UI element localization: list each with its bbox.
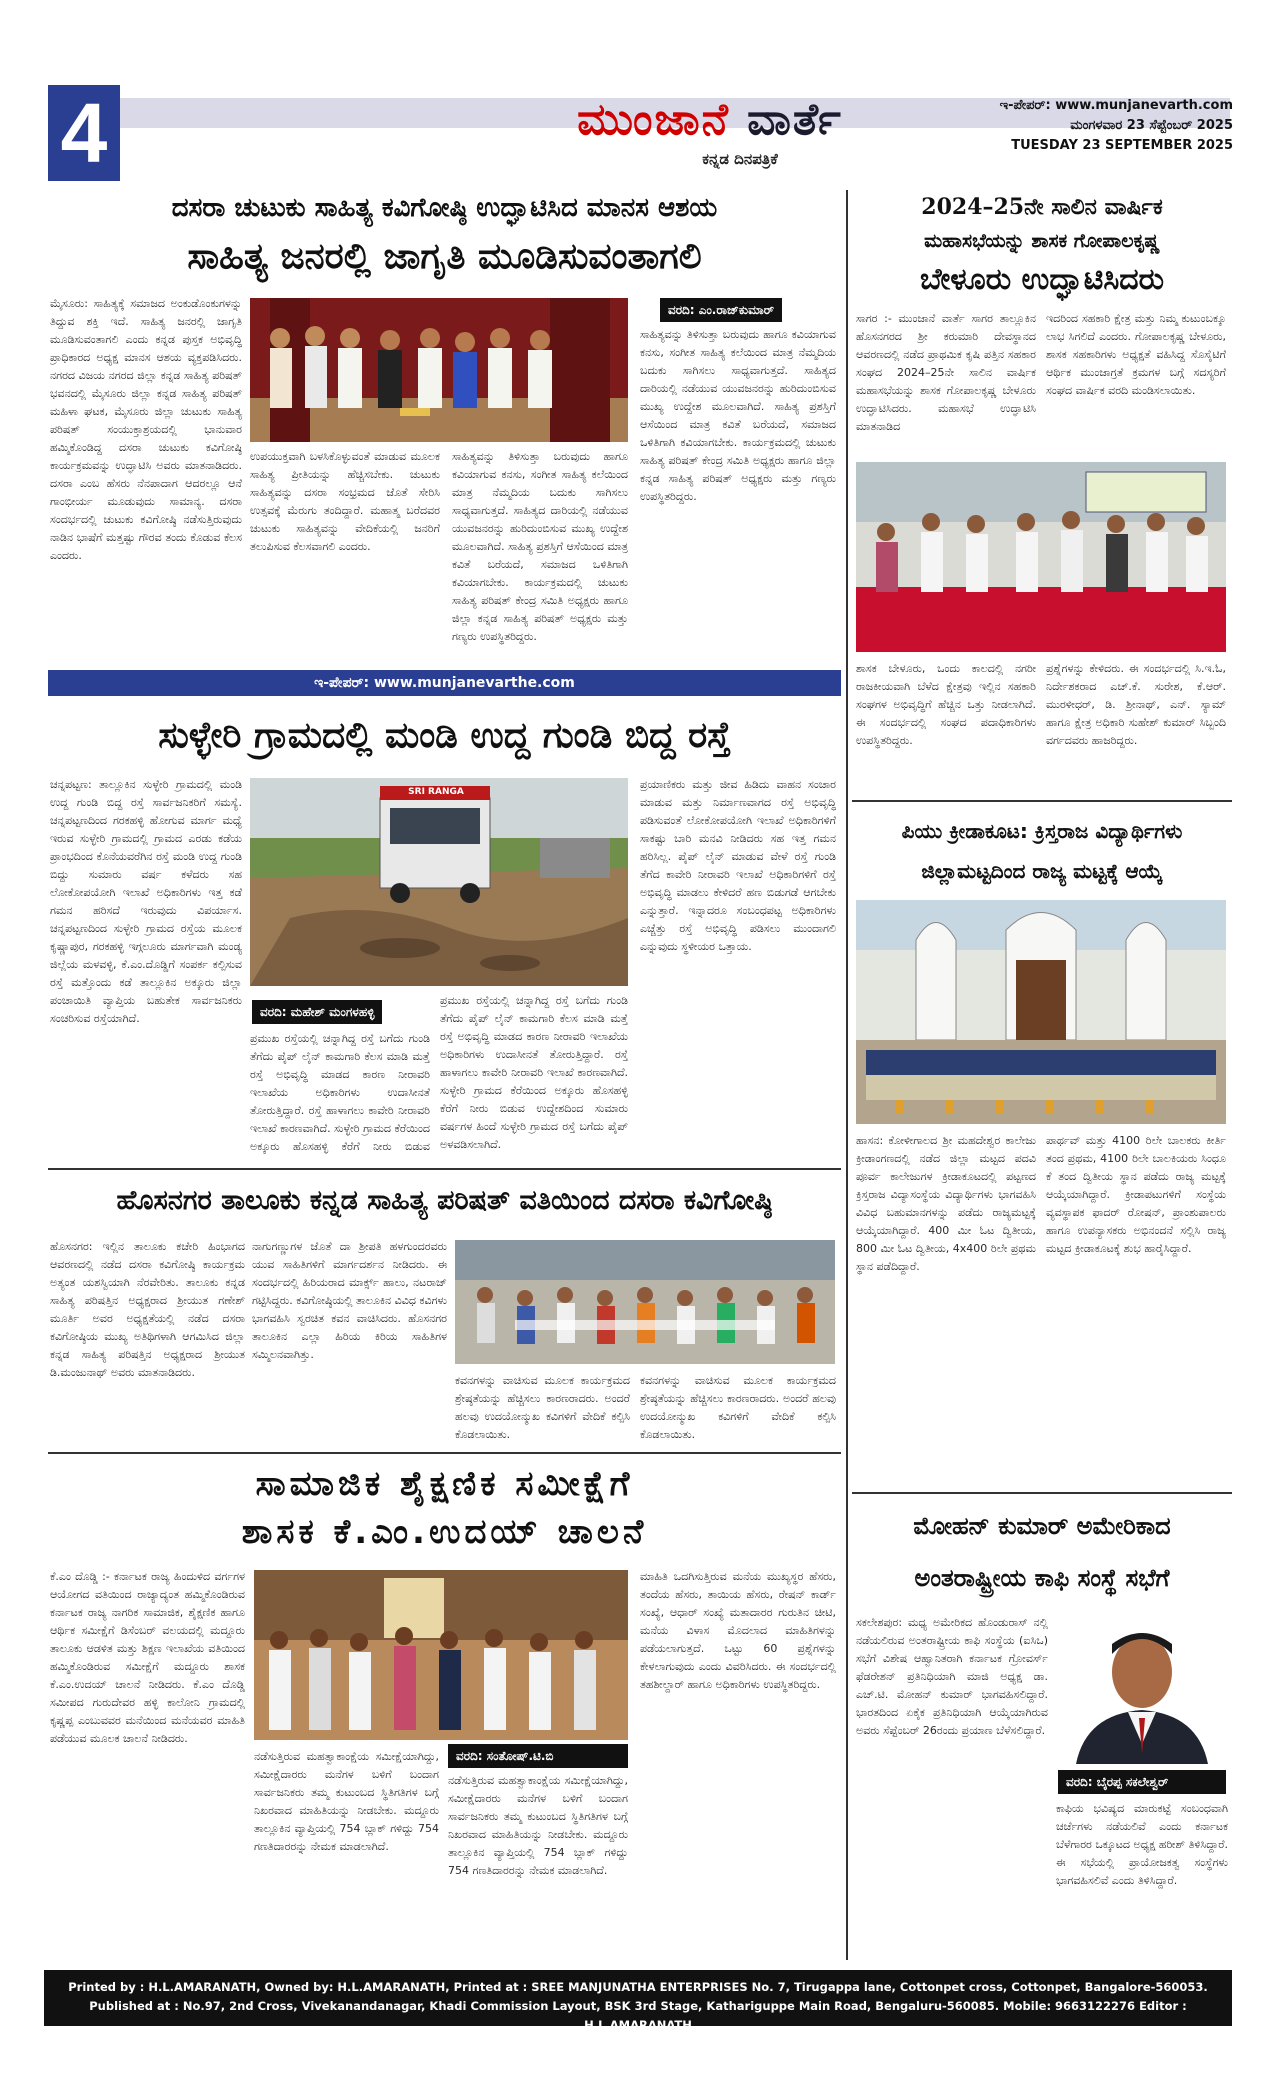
story2-truck-label: SRI RANGA [408, 787, 464, 797]
story6-headline-line2: ಜಿಲ್ಲಾಮಟ್ಟದಿಂದ ರಾಜ್ಯ ಮಟ್ಟಕ್ಕೆ ಆಯ್ಕೆ [921, 859, 1163, 883]
story2-byline: ವರದಿ: ಮಹೇಶ್ ಮಂಗಳಹಳ್ಳಿ [252, 1000, 382, 1024]
imprint-footer [44, 1970, 1232, 2032]
story4-photo [254, 1570, 628, 1740]
header-right [1000, 96, 1233, 156]
story4-headline-line2: ಶಾಸಕ ಕೆ.ಎಂ.ಉದಯ್ ಚಾಲನೆ [241, 1512, 648, 1552]
story3-body-col1: ಹೊಸನಗರ: ಇಲ್ಲಿನ ತಾಲೂಕು ಕಚೇರಿ ಹಿಂಭಾಗದ ಆವರಣದಲ್ಲಿ ನಡೆದ ದಸರಾ ಕವಿಗೋಷ್ಠಿ ಕಾರ್ಯಕ್ರಮ ಅತ್ಯಂತ ಯಶಸ್ವಿಯಾಗಿ ನೆರವೇರಿತು. ತಾಲೂಕು ಕನ್ನಡ ಸಾಹಿತ್ಯ ಪರಿಷತ್ತಿನ ಅಧ್ಯಕ್ಷರಾದ ಶ್ರೀಯುತ ಗಣೇಶ್ ಮೂರ್ತಿ ಅವರ ಅಧ್ಯಕ್ಷತೆಯಲ್ಲಿ ನಡೆದ ದಸರಾ ಕವಿಗೋಷ್ಠಿಯ ಮುಖ್ಯ ಅತಿಥಿಗಳಾಗಿ ಆಗಮಿಸಿದ ಜಿಲ್ಲಾ ಕನ್ನಡ ಸಾಹಿತ್ಯ ಪರಿಷತ್ತಿನ ಅಧ್ಯಕ್ಷರಾದ ಶ್ರೀಯುತ ಡಿ.ಮಂಜುನಾಥ್ ಅವರು ಮಾತನಾಡಿದರು. [50, 1240, 245, 1379]
row-divider [48, 1168, 841, 1170]
story3-body-col4: ಕವನಗಳನ್ನು ವಾಚಿಸುವ ಮೂಲಕ ಕಾರ್ಯಕ್ರಮದ ಶ್ರೇಷ್ಠತೆಯನ್ನು ಹೆಚ್ಚಿಸಲು ಕಾರಣರಾದರು. ಅಂದರೆ ಹಲವು ಉದಯೋನ್ಮುಖ ಕವಿಗಳಿಗೆ ವೇದಿಕೆ ಕಲ್ಪಿಸಿ ಕೊಡಲಾಯಿತು. [640, 1374, 836, 1441]
story4-byline: ವರದಿ: ಸಂತೋಷ್.ಟಿ.ಬಿ [448, 1744, 628, 1768]
story1-headline: ಸಾಹಿತ್ಯ ಜನರಲ್ಲಿ ಜಾಗೃತಿ ಮೂಡಿಸುವಂತಾಗಲಿ [187, 236, 702, 277]
story6-body-col1: ಹಾಸನ: ಕೋಳೀಗಾಲದ ಶ್ರೀ ಮಹದೇಶ್ವರ ಕಾಲೇಜು ಕ್ರೀಡಾಂಗಣದಲ್ಲಿ ನಡೆದ ಜಿಲ್ಲಾ ಮಟ್ಟದ ಪದವಿ ಪೂರ್ವ ಕಾಲೇಜುಗಳ ಕ್ರೀಡಾಕೂಟದಲ್ಲಿ ಪಟ್ಟಣದ ಕ್ರಿಸ್ತರಾಜ ವಿದ್ಯಾಸಂಸ್ಥೆಯ ವಿದ್ಯಾರ್ಥಿಗಳು ಭಾಗವಹಿಸಿ ವಿವಿಧ ಬಹುಮಾನಗಳನ್ನು ಪಡೆದು ರಾಜ್ಯಮಟ್ಟಕ್ಕೆ ಆಯ್ಕೆಯಾಗಿದ್ದಾರೆ. 400 ಮೀ ಓಟ ದ್ವಿತೀಯ, 800 ಮೀ ಓಟ ದ್ವಿತೀಯ, 4x400 ರಿಲೇ ಪ್ರಥಮ ಸ್ಥಾನ ಪಡೆದಿದ್ದಾರೆ. [856, 1134, 1036, 1273]
story1-byline: ವರದಿ: ಎಂ.ರಾಜ್‌ಕುಮಾರ್ [660, 298, 782, 322]
story5-headline-line2: ಮಹಾಸಭೆಯನ್ನು ಶಾಸಕ ಗೋಪಾಲಕೃಷ್ಣ [924, 230, 1160, 252]
story2-body-col1: ಚನ್ನಪಟ್ಟಣ: ತಾಲ್ಲೂಕಿನ ಸುಳ್ಳೇರಿ ಗ್ರಾಮದಲ್ಲಿ ಮಂಡಿ ಉದ್ದ ಗುಂಡಿ ಬಿದ್ದ ರಸ್ತೆ ಸಾರ್ವಜನಿಕರಿಗೆ ಸಮಸ್ಯೆ. ಚನ್ನಪಟ್ಟಣದಿಂದ ಗರಕಹಳ್ಳಿ ಹೋಗುವ ಮಾರ್ಗ ಮಧ್ಯೆ ಇರುವ ಸುಳ್ಳೇರಿ ಗ್ರಾಮದಲ್ಲಿ ಗ್ರಾಮದ ಎರಡು ಕಡೆಯ ಪ್ರಾಂಭದಿಂದ ಕೊನೆಯವರೆಗಿನ ರಸ್ತೆ ಮಂಡಿ ಉದ್ದ ಗುಂಡಿ ಬಿದ್ದು ಸುಮಾರು ವರ್ಷ ಕಳೆದರು ಸಹ ಲೋಕೋಪಯೋಗಿ ಇಲಾಖೆ ಅಧಿಕಾರಿಗಳು ಇತ್ತ ಕಡೆ ಗಮನ ಹರಿಸದೆ ಇರುವುದು ವಿಪರ್ಯಾಸ. ಚನ್ನಪಟ್ಟಣದಿಂದ ಸುಳ್ಳೇರಿ ಗ್ರಾಮದ ರಸ್ತೆಯ ಮೂಲಕ ಕೃಷ್ಣಾಪುರ, ಗರಕಹಳ್ಳಿ ಇಗ್ಗಲೂರು ಮಾರ್ಗವಾಗಿ ಮಂಡ್ಯ ಜಿಲ್ಲೆಯ ಮಳವಳ್ಳಿ, ಕೆ.ಎಂ.ದೊಡ್ಡಿಗೆ ಸಂಪರ್ಕ ಕಲ್ಪಿಸುವ ರಸ್ತೆ ಮತ್ತೊಂದು ಕಡೆ ತಾಲ್ಲೂಕಿನ ಅಕ್ಕೂರು ಜಿಲ್ಲಾ ಪಂಚಾಯಿತಿ ವ್ಯಾಪ್ತಿಯ ಬಹುತೇಕ ಸಾರ್ವಜನಿಕರು ಸಂಚರಿಸುವ ರಸ್ತೆಯಾಗಿದೆ. [50, 778, 242, 1025]
date-english: TUESDAY 23 SEPTEMBER 2025 [1011, 138, 1233, 153]
story1-body-col1: ಮೈಸೂರು: ಸಾಹಿತ್ಯಕ್ಕೆ ಸಮಾಜದ ಅಂಕುಡೊಂಕುಗಳನ್ನು ತಿದ್ದುವ ಶಕ್ತಿ ಇದೆ. ಸಾಹಿತ್ಯ ಜನರಲ್ಲಿ ಜಾಗೃತಿ ಮೂಡಿಸುವಂತಾಗಲಿ ಎಂದು ಕನ್ನಡ ಪುಸ್ತಕ ಅಭಿವೃದ್ಧಿ ಪ್ರಾಧಿಕಾರದ ಅಧ್ಯಕ್ಷ ಮಾನಸ ಆಶಯ ವ್ಯಕ್ತಪಡಿಸಿದರು. ನಗರದ ವಿಜಯ ನಗರದ ಜಿಲ್ಲಾ ಕನ್ನಡ ಸಾಹಿತ್ಯ ಪರಿಷತ್ ಭವನದಲ್ಲಿ ಮೈಸೂರು ಜಿಲ್ಲಾ ಕನ್ನಡ ಸಾಹಿತ್ಯ ಪರಿಷತ್ ಮಹಿಳಾ ಘಟಕ, ಮೈಸೂರು ಜಿಲ್ಲಾ ಚುಟುಕು ಸಾಹಿತ್ಯ ಪರಿಷತ್ ಸಂಯುಕ್ತಾಶ್ರಯದಲ್ಲಿ ಭಾನುವಾರ ಹಮ್ಮಿಕೊಂಡಿದ್ದ ದಸರಾ ಚುಟುಕು ಕವಿಗೋಷ್ಠಿ ಕಾರ್ಯಕ್ರಮವನ್ನು ಉದ್ಘಾಟಿಸಿ ಅವರು ಮಾತನಾಡಿದರು. ದಸರಾ ಎಂಬ ಹೆಸರು ನೆನಪಾದಾಗ ಆದರಲ್ಲೂ ಆನೆ ಗಾಂಭೀರ್ಯ ಮೂಡುವುದು ಸಾಮಾನ್ಯ. ದಸರಾ ಸಂದರ್ಭದಲ್ಲಿ ಚುಟುಕು ಕವಿಗೋಷ್ಠಿ ನಡೆಸುತ್ತಿರುವುದು ನಾಡಿನ ಭಾಷೆಗೆ ಮತ್ತಷ್ಟು ಗೌರವ ತಂದು ಕೊಡುವ ಕೆಲಸ ಎಂದರು. [50, 297, 242, 562]
story4-body-col4: ಮಾಹಿತಿ ಒದಗಿಸುತ್ತಿರುವ ಮನೆಯ ಮುಖ್ಯಸ್ಥರ ಹೆಸರು, ತಂದೆಯ ಹೆಸರು, ತಾಯಿಯ ಹೆಸರು, ರೇಷನ್ ಕಾರ್ಡ್ ಸಂಖ್ಯೆ, ಆಧಾರ್ ಸಂಖ್ಯೆ ಮತಾದಾರರ ಗುರುತಿನ ಚೀಟಿ, ಮನೆಯ ವಿಳಾಸ ಮೊದಲಾದ ಮಾಹಿತಿಗಳನ್ನು ಪಡೆಯಲಾಗುತ್ತದೆ. ಒಟ್ಟು 60 ಪ್ರಶ್ನೆಗಳನ್ನು ಕೇಳಲಾಗುವುದು ಎಂದು ವಿವರಿಸಿದರು. ಈ ಸಂದರ್ಭದಲ್ಲಿ ತಹಶೀಲ್ದಾರ್ ಹಾಗೂ ಅಧಿಕಾರಿಗಳು ಉಪಸ್ಥಿತರಿದ್ದರು. [640, 1570, 836, 1691]
story5-body-col4: ಪ್ರಶ್ನೆಗಳನ್ನು ಕೇಳಿದರು. ಈ ಸಂದರ್ಭದಲ್ಲಿ ಸಿ.ಇ.ಓ, ನಿರ್ದೇಶಕರಾದ ಎಚ್.ಕೆ. ಸುರೇಶ, ಕೆ.ಆರ್. ಮುರಳೀಧರ್, ಡಿ. ಶ್ರೀನಾಥ್, ಎನ್. ಸ್ಯಾಮ್ ಹಾಗೂ ಕ್ಷೇತ್ರ ಅಧಿಕಾರಿ ಸುಹೇಶ್ ಕುಮಾರ್ ಸಿಬ್ಬಂದಿ ವರ್ಗದವರು ಹಾಜರಿದ್ದರು. [1046, 662, 1226, 747]
story1-body-col2: ಉಪಯುಕ್ತವಾಗಿ ಬಳಸಿಕೊಳ್ಳುವಂತೆ ಮಾಡುವ ಮೂಲಕ ಸಾಹಿತ್ಯ ಪ್ರೀತಿಯನ್ನು ಹೆಚ್ಚಿಸಬೇಕು. ಚುಟುಕು ಸಾಹಿತ್ಯವನ್ನು ದಸರಾ ಸಂಭ್ರಮದ ಜೊತೆ ಸೇರಿಸಿ ಉತ್ಸವಕ್ಕೆ ಮೆರುಗು ತಂದಿದ್ದಾರೆ. ಮಹಾತ್ಮ ಬರೆದವರ ಚುಟುಕು ಸಾಹಿತ್ಯವನ್ನು ವೇದಿಕೆಯಲ್ಲಿ ಜನರಿಗೆ ತಲುಪಿಸುವ ಕೆಲಸವಾಗಲಿ ಎಂದರು. [250, 450, 440, 553]
story5-body-col1: ಸಾಗರ :- ಮುಂಜಾನೆ ವಾರ್ತೆ ಸಾಗರ ತಾಲ್ಲೂಕಿನ ಹೊಸನಗರದ ಶ್ರೀ ಕರುಮಾರಿ ದೇವಸ್ಥಾನದ ಆವರಣದಲ್ಲಿ ನಡೆದ ಪ್ರಾಥಮಿಕ ಕೃಷಿ ಪತ್ತಿನ ಸಹಕಾರ ಸಂಘದ 2024–25ನೇ ಸಾಲಿನ ವಾರ್ಷಿಕ ಮಹಾಸಭೆಯನ್ನು ಶಾಸಕ ಗೋಪಾಲಕೃಷ್ಣ ಬೇಳೂರು ಉದ್ಘಾಟಿಸಿದರು. ಮಹಾಸಭೆ ಉದ್ಘಾಟಿಸಿ ಮಾತನಾಡಿದ [856, 312, 1036, 433]
story7-byline: ವರದಿ: ಬೈರಪ್ಪ ಸಕಲೇಶ್ವರ್ [1058, 1770, 1226, 1794]
story7-body-col1: ಸಕಲೇಶಪುರ: ಮಧ್ಯ ಅಮೇರಿಕದ ಹೊಂಡುರಾಸ್ ನಲ್ಲಿ ನಡೆಯಲಿರುವ ಅಂತರಾಷ್ಟ್ರೀಯ ಕಾಫಿ ಸಂಸ್ಥೆಯ (ಐಸಿಒ) ಸಭೆಗೆ ವಿಶೇಷ ಆಹ್ವಾನಿತರಾಗಿ ಕರ್ನಾಟಕ ಗ್ರೋವರ್ಸ್ ಫೆಡರೇಶನ್ ಪ್ರತಿನಿಧಿಯಾಗಿ ಮಾಜಿ ಅಧ್ಯಕ್ಷ ಡಾ. ಎಚ್.ಟಿ. ಮೋಹನ್ ಕುಮಾರ್ ಭಾಗವಹಿಸಲಿದ್ದಾರೆ. ಭಾರತದಿಂದ ಏಕೈಕ ಪ್ರತಿನಿಧಿಯಾಗಿ ಆಯ್ಕೆಯಾಗಿರುವ ಅವರು ಸೆಪ್ಟೆಂಬರ್ 26ರಂದು ಪ್ರಯಾಣ ಬೆಳೆಸಲಿದ್ದಾರೆ. [856, 1616, 1048, 1737]
story3-body-col2: ನಾಗುಗಣ್ಣುಗಳ ಜೊತೆ ದಾ ಶ್ರೀಪತಿ ಹಳಗುಂದರವರು ಯುವ ಸಾಹಿತಿಗಳಿಗೆ ಮಾರ್ಗದರ್ಶನ ನೀಡಿದರು. ಈ ಸಂದರ್ಭದಲ್ಲಿ ಹಿರಿಯರಾದ ಮಾರ್ಕ್ಸ್ ಹಾಲು, ನಟರಾಜ್ ಗಟ್ಟಿಸಿದ್ದರು. ಕವಿಗೋಷ್ಠಿಯಲ್ಲಿ ತಾಲೂಕಿನ ವಿವಿಧ ಕವಿಗಳು ಭಾಗವಹಿಸಿ ಸ್ವರಚಿತ ಕವನ ವಾಚಿಸಿದರು. ಹೊಸನಗರ ತಾಲೂಕಿನ ಎಲ್ಲಾ ಹಿರಿಯ ಕಿರಿಯ ಸಾಹಿತಿಗಳ ಸಮ್ಮಿಲನವಾಗಿತ್ತು. [252, 1240, 447, 1361]
story2-headline: ಸುಳ್ಳೇರಿ ಗ್ರಾಮದಲ್ಲಿ ಮಂಡಿ ಉದ್ದ ಗುಂಡಿ ಬಿದ್ದ ರಸ್ತೆ [158, 715, 731, 756]
story5-headline-line3: ಬೇಳೂರು ಉದ್ಘಾಟಿಸಿದರು [919, 262, 1165, 297]
story6-body-col2: ಪಾರ್ಥವ್ ಮತ್ತು 4100 ರಿಲೇ ಬಾಲಕರು ಕೀರ್ತಿ ತಂದ ಪ್ರಥಮ, 4100 ರಿಲೇ ಬಾಲಕಿಯರು ಸಿಂಧೂ ಕೆ ತಂದ ದ್ವಿತೀಯ ಸ್ಥಾನ ಪಡೆದು ರಾಜ್ಯ ಮಟ್ಟಕ್ಕೆ ಆಯ್ಕೆಯಾಗಿದ್ದಾರೆ. ಕ್ರೀಡಾಪಟುಗಳಿಗೆ ಸಂಸ್ಥೆಯ ವ್ಯವಸ್ಥಾಪಕ ಫಾದರ್ ರೋಷನ್, ಪ್ರಾಂಶುಪಾಲರು ಹಾಗೂ ಉಪನ್ಯಾಸಕರು ಅಭಿನಂದನೆ ಸಲ್ಲಿಸಿ ರಾಜ್ಯ ಮಟ್ಟದ ಕ್ರೀಡಾಕೂಟಕ್ಕೆ ಶುಭ ಹಾರೈಸಿದ್ದಾರೆ. [1046, 1134, 1226, 1255]
story5-body-col2: ಇದರಿಂದ ಸಹಕಾರಿ ಕ್ಷೇತ್ರ ಮತ್ತು ನಿಮ್ಮ ಕುಟುಂಬಕ್ಕೂ ಲಾಭ ಸಿಗಲಿದೆ ಎಂದರು. ಗೋಪಾಲಕೃಷ್ಣ ಬೇಳೂರು, ಶಾಸಕ ಸಹಕಾರಿಗಳು ಅಧ್ಯಕ್ಷತೆ ವಹಿಸಿದ್ದ ಸೊಸೈಟಿಗೆ ಆರ್ಥಿಕ ಮುಂಜಾಗ್ರತೆ ಕ್ರಮಗಳ ಬಗ್ಗೆ ಸದಸ್ಯರಿಗೆ ಸಂಘದ ವಾರ್ಷಿಕ ವರದಿ ಮಂಡಿಸಲಾಯಿತು. [1046, 312, 1226, 397]
story4-headline-line1: ಸಾಮಾಜಿಕ ಶೈಕ್ಷಣಿಕ ಸಮೀಕ್ಷೆಗೆ [255, 1464, 634, 1504]
story5-body-col3: ಶಾಸಕ ಬೇಳೂರು, ಒಂದು ಕಾಲದಲ್ಲಿ ನಗರೀ ರಾಜಕೀಯವಾಗಿ ಬೆಳೆದ ಕ್ಷೇತ್ರವು ಇಲ್ಲಿನ ಸಹಕಾರಿ ಸಂಘಗಳ ಅಭಿವೃದ್ಧಿಗೆ ಹೆಚ್ಚಿನ ಒತ್ತು ನೀಡಲಾಗಿದೆ. ಈ ಸಂದರ್ಭದಲ್ಲಿ ಸಂಘದ ಪದಾಧಿಕಾರಿಗಳು ಉಪಸ್ಥಿತರಿದ್ದರು. [856, 662, 1036, 747]
story2-body-col2b: ಪ್ರಮುಖ ರಸ್ತೆಯಲ್ಲಿ ಚನ್ನಾಗಿದ್ದ ರಸ್ತೆ ಬಗೆದು ಗುಂಡಿ ತೆಗೆದು ಪೈಪ್ ಲೈನ್ ಕಾಮಗಾರಿ ಕೆಲಸ ಮಾಡಿ ಮತ್ತೆ ರಸ್ತೆ ಅಭಿವೃದ್ಧಿ ಮಾಡದ ಕಾರಣ ನೀರಾವರಿ ಇಲಾಖೆಯ ಅಧಿಕಾರಿಗಳು ಉದಾಸೀನತೆ ತೋರುತ್ತಿದ್ದಾರೆ. ರಸ್ತೆ ಹಾಳಾಗಲು ಕಾವೇರಿ ನೀರಾವರಿ ಇಲಾಖೆ ಕಾರಣವಾಗಿದೆ. ಸುಳ್ಳೇರಿ ಗ್ರಾಮದ ಕೆರೆಯಿಂದ ಅಕ್ಕೂರು ಹೊಸಹಳ್ಳಿ ಕೆರೆಗೆ ನೀರು ಬಿಡುವ [250, 1032, 430, 1153]
story7-headline-line2: ಅಂತರಾಷ್ಟ್ರೀಯ ಕಾಫಿ ಸಂಸ್ಥೆ ಸಭೆಗೆ [914, 1564, 1170, 1592]
story4-body-col3: ನಡೆಸುತ್ತಿರುವ ಮಹತ್ವಾಕಾಂಕ್ಷೆಯ ಸಮೀಕ್ಷೆಯಾಗಿದ್ದು, ಸಮೀಕ್ಷೆದಾರರು ಮನೆಗಳ ಬಳಿಗೆ ಬಂದಾಗ ಸಾರ್ವಜನಿಕರು ತಮ್ಮ ಕುಟುಂಬದ ಸ್ಥಿತಿಗತಿಗಳ ಬಗ್ಗೆ ನಿಖರವಾದ ಮಾಹಿತಿಯನ್ನು ನೀಡಬೇಕು. ಮದ್ದೂರು ತಾಲ್ಲೂಕಿನ ವ್ಯಾಪ್ತಿಯಲ್ಲಿ 754 ಬ್ಲಾಕ್ ಗಳಿದ್ದು 754 ಗಣತಿದಾರರನ್ನು ನೇಮಕ ಮಾಡಲಾಗಿದೆ. [448, 1774, 628, 1877]
story2-photo-road [250, 778, 628, 986]
masthead-word-1: ಮುಂಜಾನೆ [577, 94, 730, 145]
story1-kicker: ದಸರಾ ಚುಟುಕು ಸಾಹಿತ್ಯ ಕವಿಗೋಷ್ಠಿ ಉದ್ಘಾಟಿಸಿದ ಮಾನಸ ಆಶಯ [171, 193, 718, 223]
page-number: 4 [48, 85, 120, 181]
column-divider [846, 190, 848, 1960]
row-divider [852, 800, 1232, 802]
story5-headline-line1: 2024–25ನೇ ಸಾಲಿನ ವಾರ್ಷಿಕ [921, 194, 1163, 220]
story5-photo [856, 462, 1226, 652]
epaper-url-bar[interactable]: ಇ-ಪೇಪರ್: www.munjanevarthe.com [48, 670, 841, 696]
masthead-logo [530, 90, 890, 150]
story3-body-col3: ಕವನಗಳನ್ನು ವಾಚಿಸುವ ಮೂಲಕ ಕಾರ್ಯಕ್ರಮದ ಶ್ರೇಷ್ಠತೆಯನ್ನು ಹೆಚ್ಚಿಸಲು ಕಾರಣರಾದರು. ಅಂದರೆ ಹಲವು ಉದಯೋನ್ಮುಖ ಕವಿಗಳಿಗೆ ವೇದಿಕೆ ಕಲ್ಪಿಸಿ ಕೊಡಲಾಯಿತು. [455, 1374, 630, 1441]
row-divider [852, 1492, 1232, 1494]
story2-body-col2: ಪ್ರಮುಖ ರಸ್ತೆಯಲ್ಲಿ ಚನ್ನಾಗಿದ್ದ ರಸ್ತೆ ಬಗೆದು ಗುಂಡಿ ತೆಗೆದು ಪೈಪ್ ಲೈನ್ ಕಾಮಗಾರಿ ಕೆಲಸ ಮಾಡಿ ಮತ್ತೆ ರಸ್ತೆ ಅಭಿವೃದ್ಧಿ ಮಾಡದ ಕಾರಣ ನೀರಾವರಿ ಇಲಾಖೆಯ ಅಧಿಕಾರಿಗಳು ಉದಾಸೀನತೆ ತೋರುತ್ತಿದ್ದಾರೆ. ರಸ್ತೆ ಹಾಳಾಗಲು ಕಾವೇರಿ ನೀರಾವರಿ ಇಲಾಖೆ ಕಾರಣವಾಗಿದೆ. ಸುಳ್ಳೇರಿ ಗ್ರಾಮದ ಕೆರೆಯಿಂದ ಅಕ್ಕೂರು ಹೊಸಹಳ್ಳಿ ಕೆರೆಗೆ ನೀರು ಬಿಡುವ ಉದ್ದೇಶದಿಂದ ಸುಮಾರು ವರ್ಷಗಳ ಹಿಂದೆ ಸುಳ್ಳೇರಿ ಗ್ರಾಮದ ರಸ್ತೆ ಬಗೆದು ಪೈಪ್ ಅಳವಡಿಸಲಾಗಿದೆ. [440, 994, 628, 1151]
story3-photo [455, 1240, 835, 1364]
date-kannada: ಮಂಗಳವಾರ 23 ಸೆಪ್ಟೆಂಬರ್ 2025 [1070, 118, 1233, 133]
imprint-line-1: Printed by : H.L.AMARANATH, Owned by: H.L.AMARANATH, Printed at : SREE MANJUNATHA ENTERPRISES No. 7, Tirugappa lane, Cottonpet cross, Cottonpet, Bangalore-560053. [68, 1980, 1208, 1994]
story7-body-col2: ಕಾಫಿಯ ಭವಿಷ್ಯದ ಮಾರುಕಟ್ಟೆ ಸಂಬಂಧವಾಗಿ ಚರ್ಚೆಗಳು ನಡೆಯಲಿವೆ ಎಂದು ಕರ್ನಾಟಕ ಬೆಳೆಗಾರರ ಒಕ್ಕೂಟದ ಅಧ್ಯಕ್ಷ ಹರೀಶ್ ತಿಳಿಸಿದ್ದಾರೆ. ಈ ಸಭೆಯಲ್ಲಿ ಪ್ರಾಯೋಜಕತ್ವ ಸಂಸ್ಥೆಗಳು ಭಾಗವಹಿಸಲಿವೆ ಎಂದು ತಿಳಿಸಿದ್ದಾರೆ. [1056, 1802, 1228, 1887]
story6-photo [856, 900, 1226, 1124]
masthead-subtitle: ಕನ್ನಡ ದಿನಪತ್ರಿಕೆ [702, 150, 778, 168]
imprint-line-2: Published at : No.97, 2nd Cross, Vivekanandanagar, Khadi Commission Layout, BSK 3rd Stage, Kathariguppe Main Road, Bengaluru-560085. Mobile: 9663122276 Editor : H.L.AMARANATH [89, 1999, 1187, 2032]
story2-body-col3: ಪ್ರಯಾಣಿಕರು ಮತ್ತು ಜೀವ ಹಿಡಿದು ವಾಹನ ಸಂಚಾರ ಮಾಡುವ ಮತ್ತು ನಿರ್ಮಾಣವಾಗದ ರಸ್ತೆ ಅಭಿವೃದ್ಧಿ ಪಡಿಸುವಂತೆ ಲೋಕೋಪಯೋಗಿ ಇಲಾಖೆ ಅಧಿಕಾರಿಗಳಿಗೆ ಸಾಕಷ್ಟು ಬಾರಿ ಮನವಿ ನೀಡಿದರು ಸಹ ಇತ್ತ ಗಮನ ಹರಿಸಿಲ್ಲ. ಪೈಪ್ ಲೈನ್ ಮಾಡುವ ವೇಳೆ ರಸ್ತೆ ಗುಂಡಿ ತೆಗೆದ ಕಾವೇರಿ ನೀರಾವರಿ ಇಲಾಖೆ ಅಧಿಕಾರಿಗಳಿಗೆ ರಸ್ತೆ ಅಭಿವೃದ್ಧಿ ಮಾಡಲು ಕೇಳಿದರೆ ಹಣ ಬಿಡುಗಡೆ ಆಗಬೇಕು ಎನ್ನುತ್ತಾರೆ. ಇನ್ನಾದರೂ ಸಂಬಂಧಪಟ್ಟ ಅಧಿಕಾರಿಗಳು ಎಚ್ಚೆತ್ತು ರಸ್ತೆ ಅಭಿವೃದ್ಧಿ ಪಡಿಸಲು ಮುಂದಾಗಲಿ ಎನ್ನುವುದು ಸ್ಥಳೀಯರ ಒತ್ತಾಯ. [640, 778, 836, 953]
row-divider [48, 1452, 841, 1454]
story7-portrait [1056, 1614, 1228, 1764]
story1-body-col4: ಸಾಹಿತ್ಯವನ್ನು ತಿಳಿಸುತ್ತಾ ಬರುವುದು ಹಾಗೂ ಕವಿಯಾಗುವ ಕನಸು, ಸಂಗೀತ ಸಾಹಿತ್ಯ ಕಲೆಯಿಂದ ಮಾತ್ರ ನೆಮ್ಮದಿಯ ಬದುಕು ಸಾಗಿಸಲು ಸಾಧ್ಯವಾಗುತ್ತದೆ. ಸಾಹಿತ್ಯದ ದಾರಿಯಲ್ಲಿ ನಡೆಯುವ ಯುವಜನರನ್ನು ಹುರಿದುಂಬಿಸುವ ಮುಖ್ಯ ಉದ್ದೇಶ ಮೂಲವಾಗಿದೆ. ಸಾಹಿತ್ಯ ಪ್ರಶಸ್ತಿಗೆ ಆಸೆಯಿಂದ ಮಾತ್ರ ಕವಿತೆ ಬರೆಯದೆ, ಸಮಾಜದ ಒಳಿತಿಗಾಗಿ ಕವಿಯಾಗಬೇಕು. ಕಾರ್ಯಕ್ರಮದಲ್ಲಿ ಚುಟುಕು ಸಾಹಿತ್ಯ ಪರಿಷತ್ ಕೇಂದ್ರ ಸಮಿತಿ ಅಧ್ಯಕ್ಷರು ಹಾಗೂ ಜಿಲ್ಲಾ ಕನ್ನಡ ಸಾಹಿತ್ಯ ಪರಿಷತ್ ಅಧ್ಯಕ್ಷರು ಮತ್ತು ಗಣ್ಯರು ಉಪಸ್ಥಿತರಿದ್ದರು. [640, 328, 836, 503]
story3-headline: ಹೊಸನಗರ ತಾಲೂಕು ಕನ್ನಡ ಸಾಹಿತ್ಯ ಪರಿಷತ್ ವತಿಯಿಂದ ದಸರಾ ಕವಿಗೋಷ್ಠಿ [116, 1185, 773, 1216]
story1-body-col3: ಸಾಹಿತ್ಯವನ್ನು ತಿಳಿಸುತ್ತಾ ಬರುವುದು ಹಾಗೂ ಕವಿಯಾಗುವ ಕನಸು, ಸಂಗೀತ ಸಾಹಿತ್ಯ ಕಲೆಯಿಂದ ಮಾತ್ರ ನೆಮ್ಮದಿಯ ಬದುಕು ಸಾಗಿಸಲು ಸಾಧ್ಯವಾಗುತ್ತದೆ. ಸಾಹಿತ್ಯದ ದಾರಿಯಲ್ಲಿ ನಡೆಯುವ ಯುವಜನರನ್ನು ಹುರಿದುಂಬಿಸುವ ಮುಖ್ಯ ಉದ್ದೇಶ ಮೂಲವಾಗಿದೆ. ಸಾಹಿತ್ಯ ಪ್ರಶಸ್ತಿಗೆ ಆಸೆಯಿಂದ ಮಾತ್ರ ಕವಿತೆ ಬರೆಯದೆ, ಸಮಾಜದ ಒಳಿತಿಗಾಗಿ ಕವಿಯಾಗಬೇಕು. ಕಾರ್ಯಕ್ರಮದಲ್ಲಿ ಚುಟುಕು ಸಾಹಿತ್ಯ ಪರಿಷತ್ ಕೇಂದ್ರ ಸಮಿತಿ ಅಧ್ಯಕ್ಷರು ಹಾಗೂ ಜಿಲ್ಲಾ ಕನ್ನಡ ಸಾಹಿತ್ಯ ಪರಿಷತ್ ಅಧ್ಯಕ್ಷರು ಮತ್ತು ಗಣ್ಯರು ಉಪಸ್ಥಿತರಿದ್ದರು. [452, 450, 628, 643]
masthead-word-2: ವಾರ್ತೆ [747, 94, 843, 145]
story4-body-col1: ಕೆ.ಎಂ ದೊಡ್ಡಿ :- ಕರ್ನಾಟಕ ರಾಜ್ಯ ಹಿಂದುಳಿದ ವರ್ಗಗಳ ಆಯೋಗದ ವತಿಯಿಂದ ರಾಜ್ಯಾದ್ಯಂತ ಹಮ್ಮಿಕೊಂಡಿರುವ ಕರ್ನಾಟಕ ರಾಜ್ಯ ನಾಗರಿಕ ಸಾಮಾಜಿಕ, ಶೈಕ್ಷಣಿಕ ಹಾಗೂ ಆರ್ಥಿಕ ಸಮೀಕ್ಷೆಗೆ ಡಿಸೆಂಬರ್ ವಲಯದಲ್ಲಿ ಮದ್ದೂರು ತಾಲೂಕು ಆಡಳಿತ ಮತ್ತು ಶಿಕ್ಷಣ ಇಲಾಖೆಯ ವತಿಯಿಂದ ಹಮ್ಮಿಕೊಂಡಿರುವ ಸಮೀಕ್ಷೆಗೆ ಮದ್ದೂರು ಶಾಸಕ ಕೆ.ಎಂ.ಉದಯ್ ಚಾಲನೆ ನೀಡಿದರು. ಕೆ.ಎಂ ದೊಡ್ಡಿ ಸಮೀಪದ ಗುರುದೇವರ ಹಳ್ಳಿ ಕಾಲೋನಿ ಗ್ರಾಮದಲ್ಲಿ ಕೃಷ್ಣಪ್ಪ ಎಂಬುವವರ ಮನೆಯಿಂದ ಮನೆಯವರ ಮಾಹಿತಿ ಪಡೆಯುವ ಮೂಲಕ ಚಾಲನೆ ನೀಡಿದರು. [50, 1570, 245, 1745]
story4-body-col2: ನಡೆಸುತ್ತಿರುವ ಮಹತ್ವಾಕಾಂಕ್ಷೆಯ ಸಮೀಕ್ಷೆಯಾಗಿದ್ದು, ಸಮೀಕ್ಷೆದಾರರು ಮನೆಗಳ ಬಳಿಗೆ ಬಂದಾಗ ಸಾರ್ವಜನಿಕರು ತಮ್ಮ ಕುಟುಂಬದ ಸ್ಥಿತಿಗತಿಗಳ ಬಗ್ಗೆ ನಿಖರವಾದ ಮಾಹಿತಿಯನ್ನು ನೀಡಬೇಕು. ಮದ್ದೂರು ತಾಲ್ಲೂಕಿನ ವ್ಯಾಪ್ತಿಯಲ್ಲಿ 754 ಬ್ಲಾಕ್ ಗಳಿದ್ದು 754 ಗಣತಿದಾರರನ್ನು ನೇಮಕ ಮಾಡಲಾಗಿದೆ. [254, 1750, 439, 1853]
story6-headline-line1: ಪಿಯು ಕ್ರೀಡಾಕೂಟ: ಕ್ರಿಸ್ತರಾಜ ವಿದ್ಯಾರ್ಥಿಗಳು [901, 819, 1183, 843]
epaper-url[interactable]: ಇ-ಪೇಪರ್: www.munjanevarth.com [999, 98, 1233, 113]
story1-photo [250, 298, 628, 442]
story7-headline-line1: ಮೋಹನ್ ಕುಮಾರ್ ಅಮೇರಿಕಾದ [913, 1512, 1171, 1540]
